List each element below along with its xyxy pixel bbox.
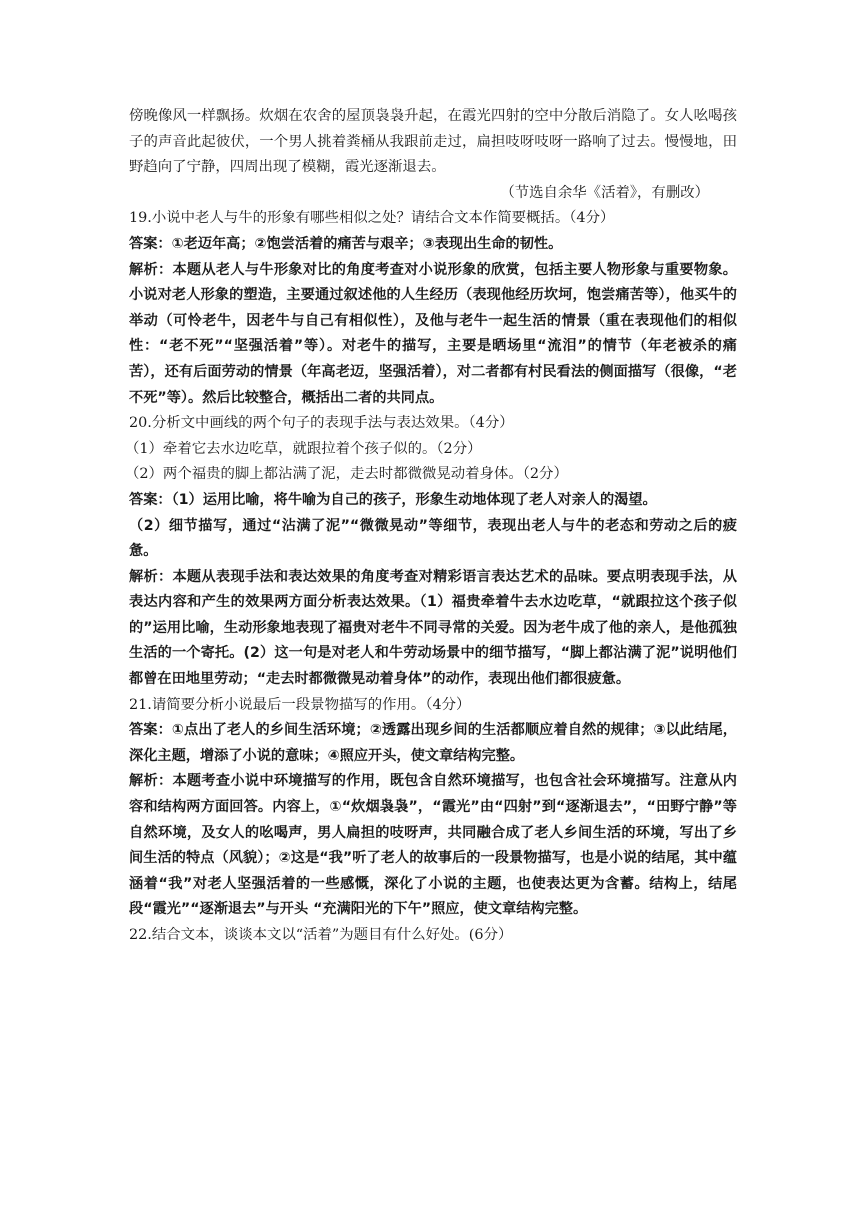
passage-source: （节选自余华《活着》，有删改） (500, 184, 709, 201)
question-20-sub-2: （2）两个福贵的脚上都沾满了泥，走去时都微微晃动着身体。（2分） (125, 466, 568, 483)
analysis-20: 解析：本题从表现手法和表达效果的角度考查对精彩语言表达艺术的品味。要点明表现手法，从表达内容和产生的效果两方面分析表达效果。（1）福贵牵着牛去水边吃草，“就跟拉这个孩子似的”运用比喻，生动形象地表现了福贵对老牛不同寻常的关爱。因为老牛成了他的亲人，是他孤独生活的一个寄托。(2）这一句是对老人和牛劳动场景中的细节描写，“脚上都沾满了泥”说明他们都曾在田地里劳动；“走去时都微微晃动着身体”的动作，表现出他们都很疲惫。 (129, 568, 737, 688)
question-22: 22.结合文本，谈谈本文以“活着”为题目有什么好处。(6分） (129, 927, 513, 943)
answer-20-part-2: （2）细节描写，通过“沾满了泥”“微微晃动”等细节，表现出老人与牛的老态和劳动之后的疲惫。 (129, 517, 737, 560)
answer-20-part-1: 答案：（1）运用比喻，将牛喻为自己的孩子，形象生动地体现了老人对亲人的渴望。 (129, 491, 657, 508)
analysis-21: 解析：本题考查小说中环境描写的作用，既包含自然环境描写，也包含社会环境描写。注意从内容和结构两方面回答。内容上，①“炊烟袅袅”，“霞光”由“四射”到“逐渐退去”，“田野宁静”等自然环境，及女人的吆喝声，男人扁担的吱呀声，共同融合成了老人乡间生活的环境，写出了乡间生活的特点（风貌）；②这是“我”听了老人的故事后的一段景物描写，也是小说的结尾，其中蕴涵着“我”对老人坚强活着的一些感慨，深化了小说的主题，也使表达更为含蓄。结构上，结尾段“霞光”“逐渐退去”与开头 “充满阳光的下午”照应，使文章结构完整。 (129, 773, 737, 918)
answer-19: 答案：①老迈年高；②饱尝活着的痛苦与艰辛；③表现出生命的韧性。 (129, 235, 563, 252)
passage-ending: 傍晚像风一样飘扬。炊烟在农舍的屋顶袅袅升起，在霞光四射的空中分散后消隐了。女人吆喝孩子的声音此起彼伏，一个男人挑着粪桶从我跟前走过，扁担吱呀吱呀一路响了过去。慢慢地，田野趋向了宁静，四周出现了模糊，霞光逐渐退去。 (129, 108, 737, 176)
answer-21: 答案：①点出了老人的乡间生活环境；②透露出现乡间的生活都顺应着自然的规律；③以此结尾，深化主题，增添了小说的意味；④照应开头，使文章结构完整。 (129, 722, 737, 764)
document-page (125, 104, 737, 949)
question-19: 19.小说中老人与牛的形象有哪些相似之处？请结合文本作简要概括。（4分） (129, 210, 615, 227)
question-21: 21.请简要分析小说最后一段景物描写的作用。（4分） (129, 696, 471, 713)
question-20-sub-1: （1）牵着它去水边吃草，就跟拉着个孩子似的。（2分） (125, 440, 482, 457)
analysis-19: 解析：本题从老人与牛形象对比的角度考查对小说形象的欣赏，包括主要人物形象与重要物象。小说对老人形象的塑造，主要通过叙述他的人生经历（表现他经历坎坷，饱尝痛苦等），他买牛的举动（可怜老牛，因老牛与自己有相似性），及他与老牛一起生活的情景（重在表现他们的相似性：“老不死”“坚强活着”等）。对老牛的描写，主要是晒场里“流泪”的情节（年老被杀的痛苦），还有后面劳动的情景（年高老迈，坚强活着），对二者都有村民看法的侧面描写（很像，“老不死”等）。然后比较整合，概括出二者的共同点。 (129, 261, 737, 406)
question-20: 20.分析文中画线的两个句子的表现手法与表达效果。（4分） (129, 415, 514, 432)
